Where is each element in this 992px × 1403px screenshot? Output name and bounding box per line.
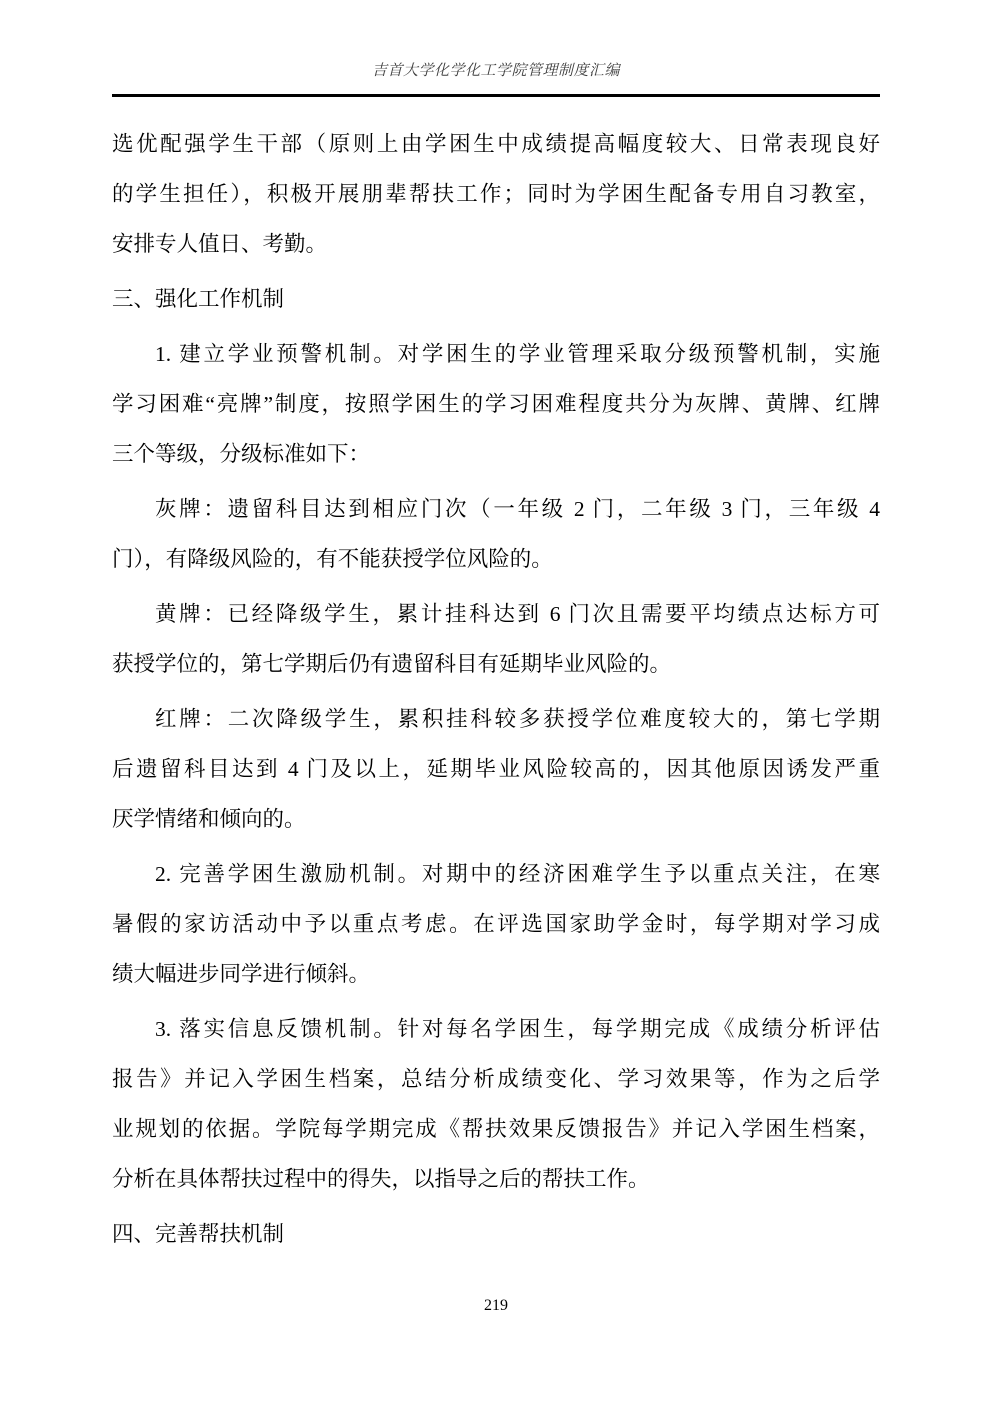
- text-line: 三、强化工作机制: [112, 287, 285, 311]
- paragraph: [112, 329, 880, 479]
- text-line: 厌学情绪和倾向的。: [112, 807, 306, 831]
- text-line: 红牌：二次降级学生，累积挂科较多获授学位难度较大的，第七学期: [155, 707, 880, 731]
- text-line: 绩大幅进步同学进行倾斜。: [112, 962, 371, 986]
- text-line: 的学生担任），积极开展朋辈帮扶工作；同时为学困生配备专用自习教室，: [112, 182, 880, 206]
- text-line: 后遗留科目达到 4 门及以上，延期毕业风险较高的，因其他原因诱发严重: [112, 757, 880, 781]
- text-line: 安排专人值日、考勤。: [112, 232, 328, 256]
- page-header: [112, 59, 880, 83]
- section-heading: [112, 274, 880, 324]
- text-line: 选优配强学生干部（原则上由学困生中成绩提高幅度较大、日常表现良好: [112, 132, 880, 156]
- paragraph: [112, 1004, 880, 1204]
- header-title: 吉首大学化学化工学院管理制度汇编: [371, 63, 620, 79]
- paragraph: [112, 849, 880, 999]
- text-line: 门），有降级风险的，有不能获授学位风险的。: [112, 547, 553, 571]
- header-rule: [112, 94, 880, 97]
- text-line: 灰牌：遗留科目达到相应门次（一年级 2 门，二年级 3 门，三年级 4: [155, 497, 880, 521]
- text-line: 3. 落实信息反馈机制。针对每名学困生，每学期完成《成绩分析评估: [155, 1017, 880, 1041]
- section-heading: [112, 1209, 880, 1259]
- text-line: 报告》并记入学困生档案，总结分析成绩变化、学习效果等，作为之后学: [112, 1067, 880, 1091]
- text-line: 学习困难“亮牌”制度，按照学困生的学习困难程度共分为灰牌、黄牌、红牌: [112, 392, 880, 416]
- document-body: [112, 119, 880, 1259]
- text-line: 1. 建立学业预警机制。对学困生的学业管理采取分级预警机制，实施: [155, 342, 880, 366]
- text-line: 2. 完善学困生激励机制。对期中的经济困难学生予以重点关注，在寒: [155, 862, 880, 886]
- paragraph: [112, 484, 880, 584]
- text-line: 黄牌：已经降级学生，累计挂科达到 6 门次且需要平均绩点达标方可: [155, 602, 880, 626]
- paragraph: [112, 589, 880, 689]
- text-line: 分析在具体帮扶过程中的得失，以指导之后的帮扶工作。: [112, 1167, 650, 1191]
- text-line: 暑假的家访活动中予以重点考虑。在评选国家助学金时，每学期对学习成: [112, 912, 880, 936]
- paragraph: [112, 119, 880, 269]
- text-line: 四、完善帮扶机制: [112, 1222, 285, 1246]
- text-line: 获授学位的，第七学期后仍有遗留科目有延期毕业风险的。: [112, 652, 672, 676]
- text-line: 三个等级，分级标准如下：: [112, 442, 371, 466]
- paragraph: [112, 694, 880, 844]
- text-line: 业规划的依据。学院每学期完成《帮扶效果反馈报告》并记入学困生档案，: [112, 1117, 880, 1141]
- page-number: 219: [484, 1297, 508, 1314]
